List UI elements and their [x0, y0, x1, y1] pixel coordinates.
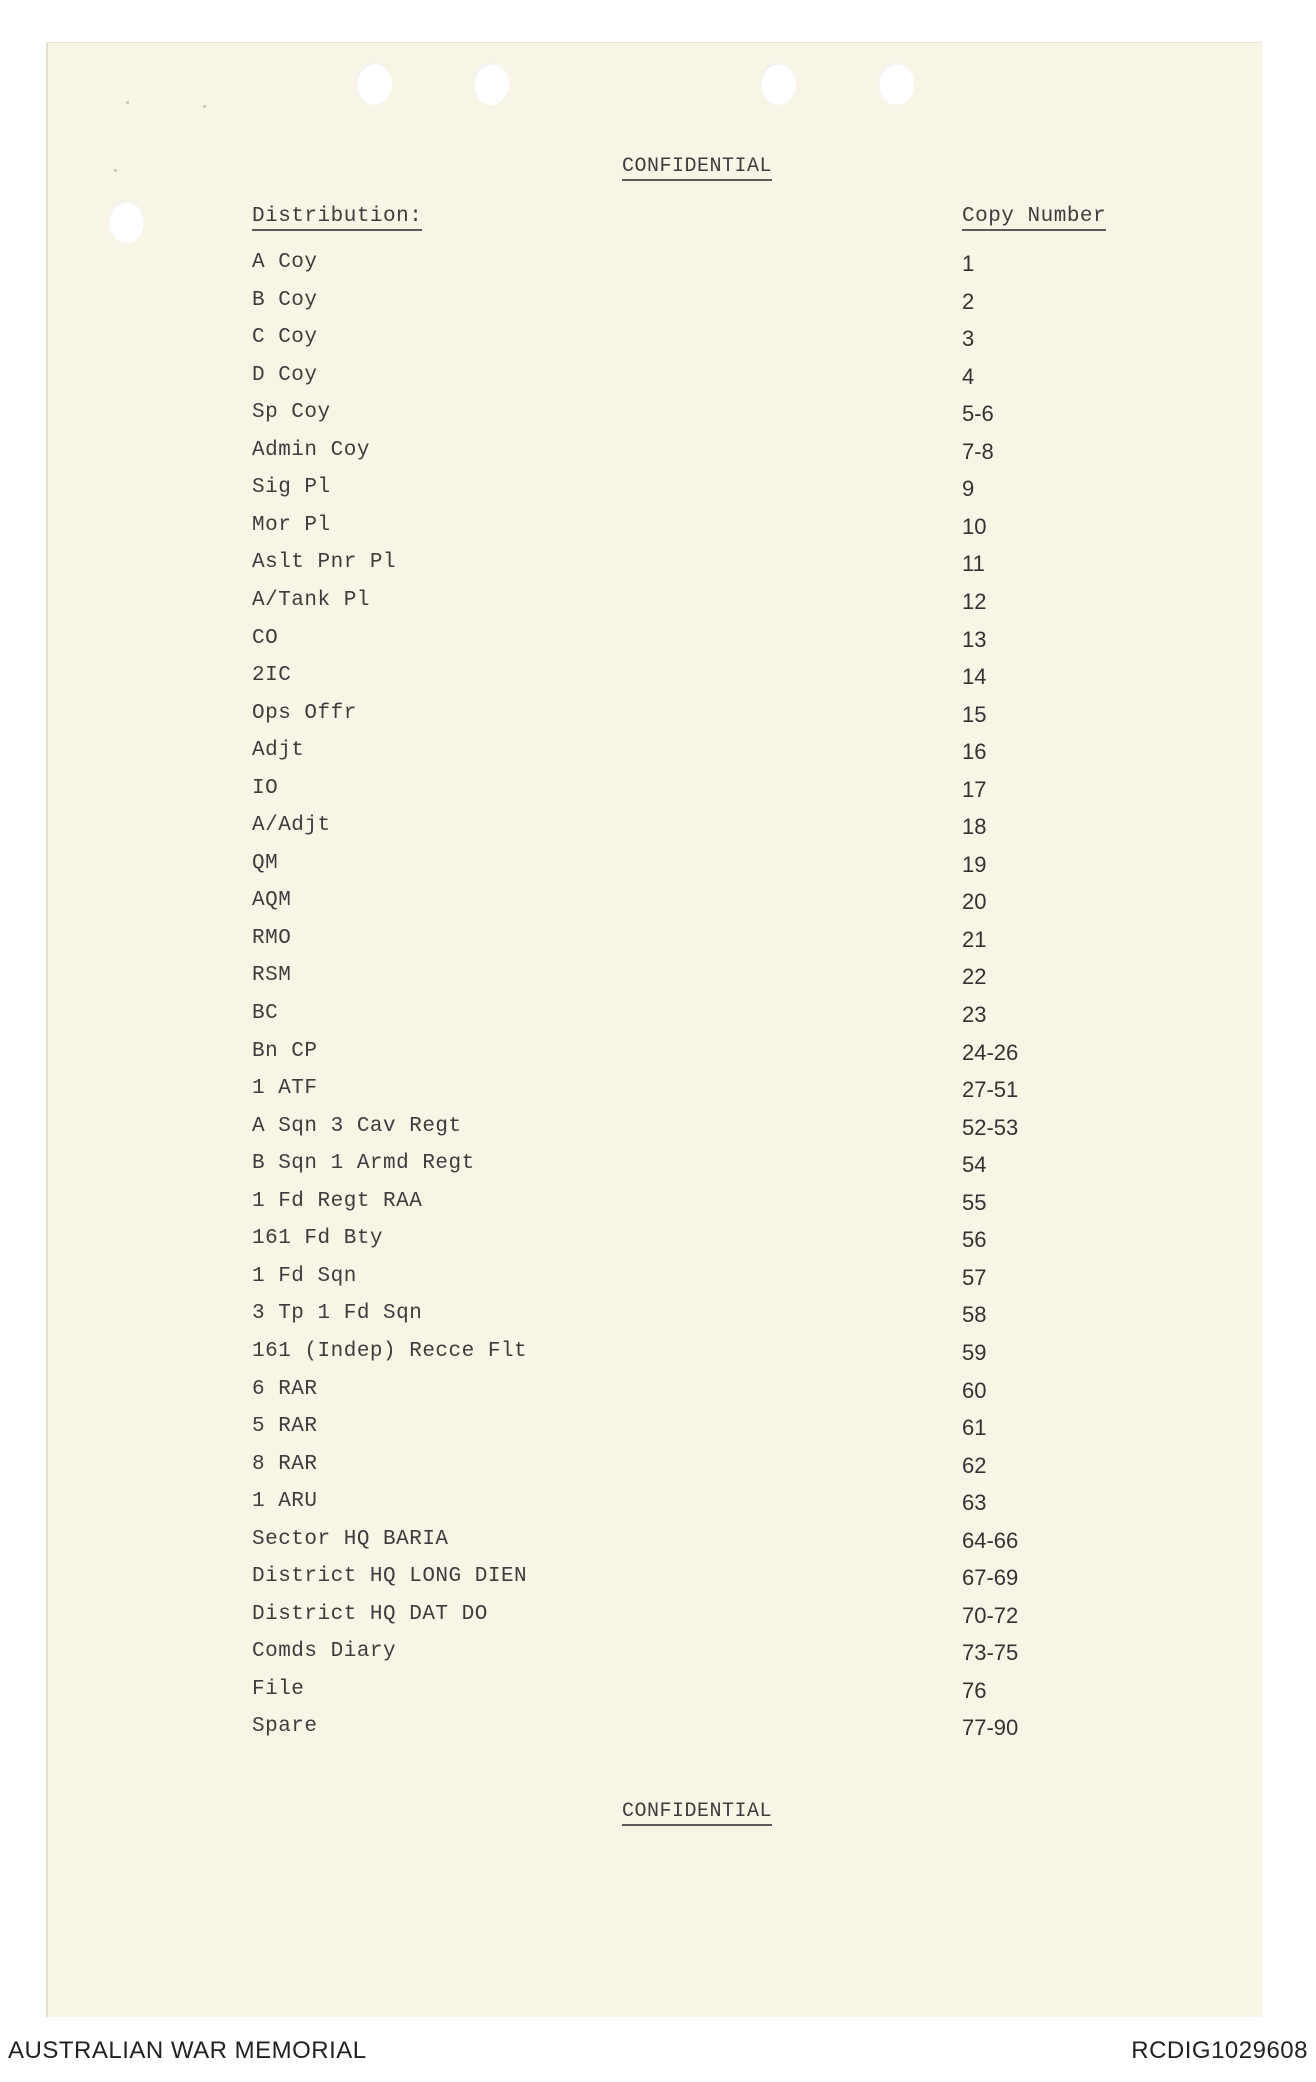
- copy-number: 67-69: [962, 1565, 1019, 1590]
- unit-name: RMO: [252, 927, 292, 950]
- list-item: [48, 1077, 1264, 1109]
- copy-number: 3: [962, 326, 975, 351]
- copy-number: 14: [962, 664, 987, 689]
- list-item: [48, 814, 1264, 846]
- unit-name: 8 RAR: [252, 1453, 318, 1476]
- unit-name: Comds Diary: [252, 1640, 397, 1663]
- archive-name: AUSTRALIAN WAR MEMORIAL: [8, 2037, 367, 2064]
- paper-speck: [114, 169, 117, 172]
- unit-name: Sp Coy: [252, 401, 331, 424]
- copy-number: 70-72: [962, 1603, 1019, 1628]
- list-item: [48, 476, 1264, 508]
- copy-number: 20: [962, 889, 987, 914]
- punch-hole: [356, 63, 392, 105]
- list-item: [48, 627, 1264, 659]
- unit-name: AQM: [252, 889, 292, 912]
- copy-number: 52-53: [962, 1115, 1019, 1140]
- copy-number: 63: [962, 1490, 987, 1515]
- copy-number: 7-8: [962, 439, 994, 464]
- punch-hole: [108, 201, 144, 243]
- list-item: [48, 439, 1264, 471]
- list-item: [48, 1565, 1264, 1597]
- copy-number: 11: [962, 551, 985, 576]
- copy-number: 15: [962, 702, 987, 727]
- unit-name: C Coy: [252, 326, 318, 349]
- list-item: [48, 1528, 1264, 1560]
- list-item: [48, 401, 1264, 433]
- list-item: [48, 1378, 1264, 1410]
- document-page: [46, 42, 1262, 2017]
- copy-number: 2: [962, 289, 975, 314]
- list-item: [48, 1340, 1264, 1372]
- list-item: [48, 1152, 1264, 1184]
- punch-hole: [878, 63, 914, 105]
- unit-name: Ops Offr: [252, 702, 357, 725]
- unit-name: 5 RAR: [252, 1415, 318, 1438]
- list-item: [48, 1453, 1264, 1485]
- copy-number: 77-90: [962, 1715, 1019, 1740]
- unit-name: 6 RAR: [252, 1378, 318, 1401]
- copy-number: 54: [962, 1152, 987, 1177]
- unit-name: 2IC: [252, 664, 292, 687]
- list-item: [48, 1190, 1264, 1222]
- unit-name: 161 Fd Bty: [252, 1227, 384, 1250]
- list-item: [48, 551, 1264, 583]
- list-item: [48, 514, 1264, 546]
- unit-name: Sig Pl: [252, 476, 331, 499]
- unit-name: Aslt Pnr Pl: [252, 551, 397, 574]
- list-item: [48, 1640, 1264, 1672]
- unit-name: CO: [252, 627, 279, 650]
- copy-number: 21: [962, 927, 987, 952]
- classification-header: CONFIDENTIAL: [622, 155, 772, 181]
- distribution-heading: Distribution:: [252, 205, 422, 231]
- unit-name: District HQ LONG DIEN: [252, 1565, 528, 1588]
- unit-name: District HQ DAT DO: [252, 1603, 488, 1626]
- list-item: [48, 251, 1264, 283]
- list-item: [48, 289, 1264, 321]
- unit-name: Sector HQ BARIA: [252, 1528, 449, 1551]
- copy-number: 5-6: [962, 401, 994, 426]
- list-item: [48, 1490, 1264, 1522]
- copy-number: 18: [962, 814, 987, 839]
- copy-number: 76: [962, 1678, 987, 1703]
- copy-number: 62: [962, 1453, 987, 1478]
- list-item: [48, 1227, 1264, 1259]
- copy-number: 56: [962, 1227, 987, 1252]
- copy-number: 58: [962, 1302, 987, 1327]
- unit-name: Adjt: [252, 739, 305, 762]
- copy-number: 24-26: [962, 1040, 1019, 1065]
- unit-name: 1 ATF: [252, 1077, 318, 1100]
- paper-speck: [126, 101, 129, 104]
- record-id: RCDIG1029608: [1131, 2037, 1308, 2064]
- list-item: [48, 702, 1264, 734]
- copy-number: 64-66: [962, 1528, 1019, 1553]
- copy-number: 23: [962, 1002, 987, 1027]
- list-item: [48, 664, 1264, 696]
- list-item: [48, 1415, 1264, 1447]
- list-item: [48, 739, 1264, 771]
- unit-name: Mor Pl: [252, 514, 331, 537]
- copy-number: 73-75: [962, 1640, 1019, 1665]
- copy-number: 60: [962, 1378, 987, 1403]
- list-item: [48, 1040, 1264, 1072]
- copy-number: 59: [962, 1340, 987, 1365]
- unit-name: A Coy: [252, 251, 318, 274]
- copy-number: 22: [962, 964, 987, 989]
- unit-name: A/Tank Pl: [252, 589, 370, 612]
- copy-number: 9: [962, 476, 975, 501]
- punch-hole: [473, 63, 509, 105]
- unit-name: 1 ARU: [252, 1490, 318, 1513]
- punch-hole: [760, 63, 796, 105]
- unit-name: QM: [252, 852, 279, 875]
- copy-number: 1: [962, 251, 975, 276]
- unit-name: A/Adjt: [252, 814, 331, 837]
- copy-number: 19: [962, 852, 987, 877]
- copy-number: 12: [962, 589, 987, 614]
- unit-name: IO: [252, 777, 279, 800]
- copy-number: 27-51: [962, 1077, 1019, 1102]
- unit-name: 3 Tp 1 Fd Sqn: [252, 1302, 423, 1325]
- list-item: [48, 927, 1264, 959]
- unit-name: Admin Coy: [252, 439, 370, 462]
- unit-name: 161 (Indep) Recce Flt: [252, 1340, 528, 1363]
- copy-number: 61: [962, 1415, 987, 1440]
- unit-name: 1 Fd Regt RAA: [252, 1190, 423, 1213]
- copy-number: 55: [962, 1190, 987, 1215]
- list-item: [48, 326, 1264, 358]
- unit-name: Spare: [252, 1715, 318, 1738]
- unit-name: D Coy: [252, 364, 318, 387]
- list-item: [48, 1715, 1264, 1747]
- unit-name: Bn CP: [252, 1040, 318, 1063]
- copy-number: 10: [962, 514, 987, 539]
- list-item: [48, 852, 1264, 884]
- list-item: [48, 1302, 1264, 1334]
- list-item: [48, 1115, 1264, 1147]
- classification-footer: CONFIDENTIAL: [622, 1800, 772, 1826]
- copy-number: 17: [962, 777, 987, 802]
- copy-number: 13: [962, 627, 987, 652]
- unit-name: BC: [252, 1002, 279, 1025]
- list-item: [48, 1265, 1264, 1297]
- list-item: [48, 589, 1264, 621]
- list-item: [48, 1002, 1264, 1034]
- list-item: [48, 364, 1264, 396]
- unit-name: File: [252, 1678, 305, 1701]
- paper-speck: [203, 105, 206, 108]
- list-item: [48, 1603, 1264, 1635]
- copy-number: 57: [962, 1265, 987, 1290]
- copy-number-heading: Copy Number: [962, 205, 1106, 231]
- unit-name: RSM: [252, 964, 292, 987]
- copy-number: 16: [962, 739, 987, 764]
- list-item: [48, 777, 1264, 809]
- unit-name: 1 Fd Sqn: [252, 1265, 357, 1288]
- unit-name: B Coy: [252, 289, 318, 312]
- unit-name: A Sqn 3 Cav Regt: [252, 1115, 462, 1138]
- list-item: [48, 1678, 1264, 1710]
- unit-name: B Sqn 1 Armd Regt: [252, 1152, 475, 1175]
- list-item: [48, 889, 1264, 921]
- list-item: [48, 964, 1264, 996]
- copy-number: 4: [962, 364, 975, 389]
